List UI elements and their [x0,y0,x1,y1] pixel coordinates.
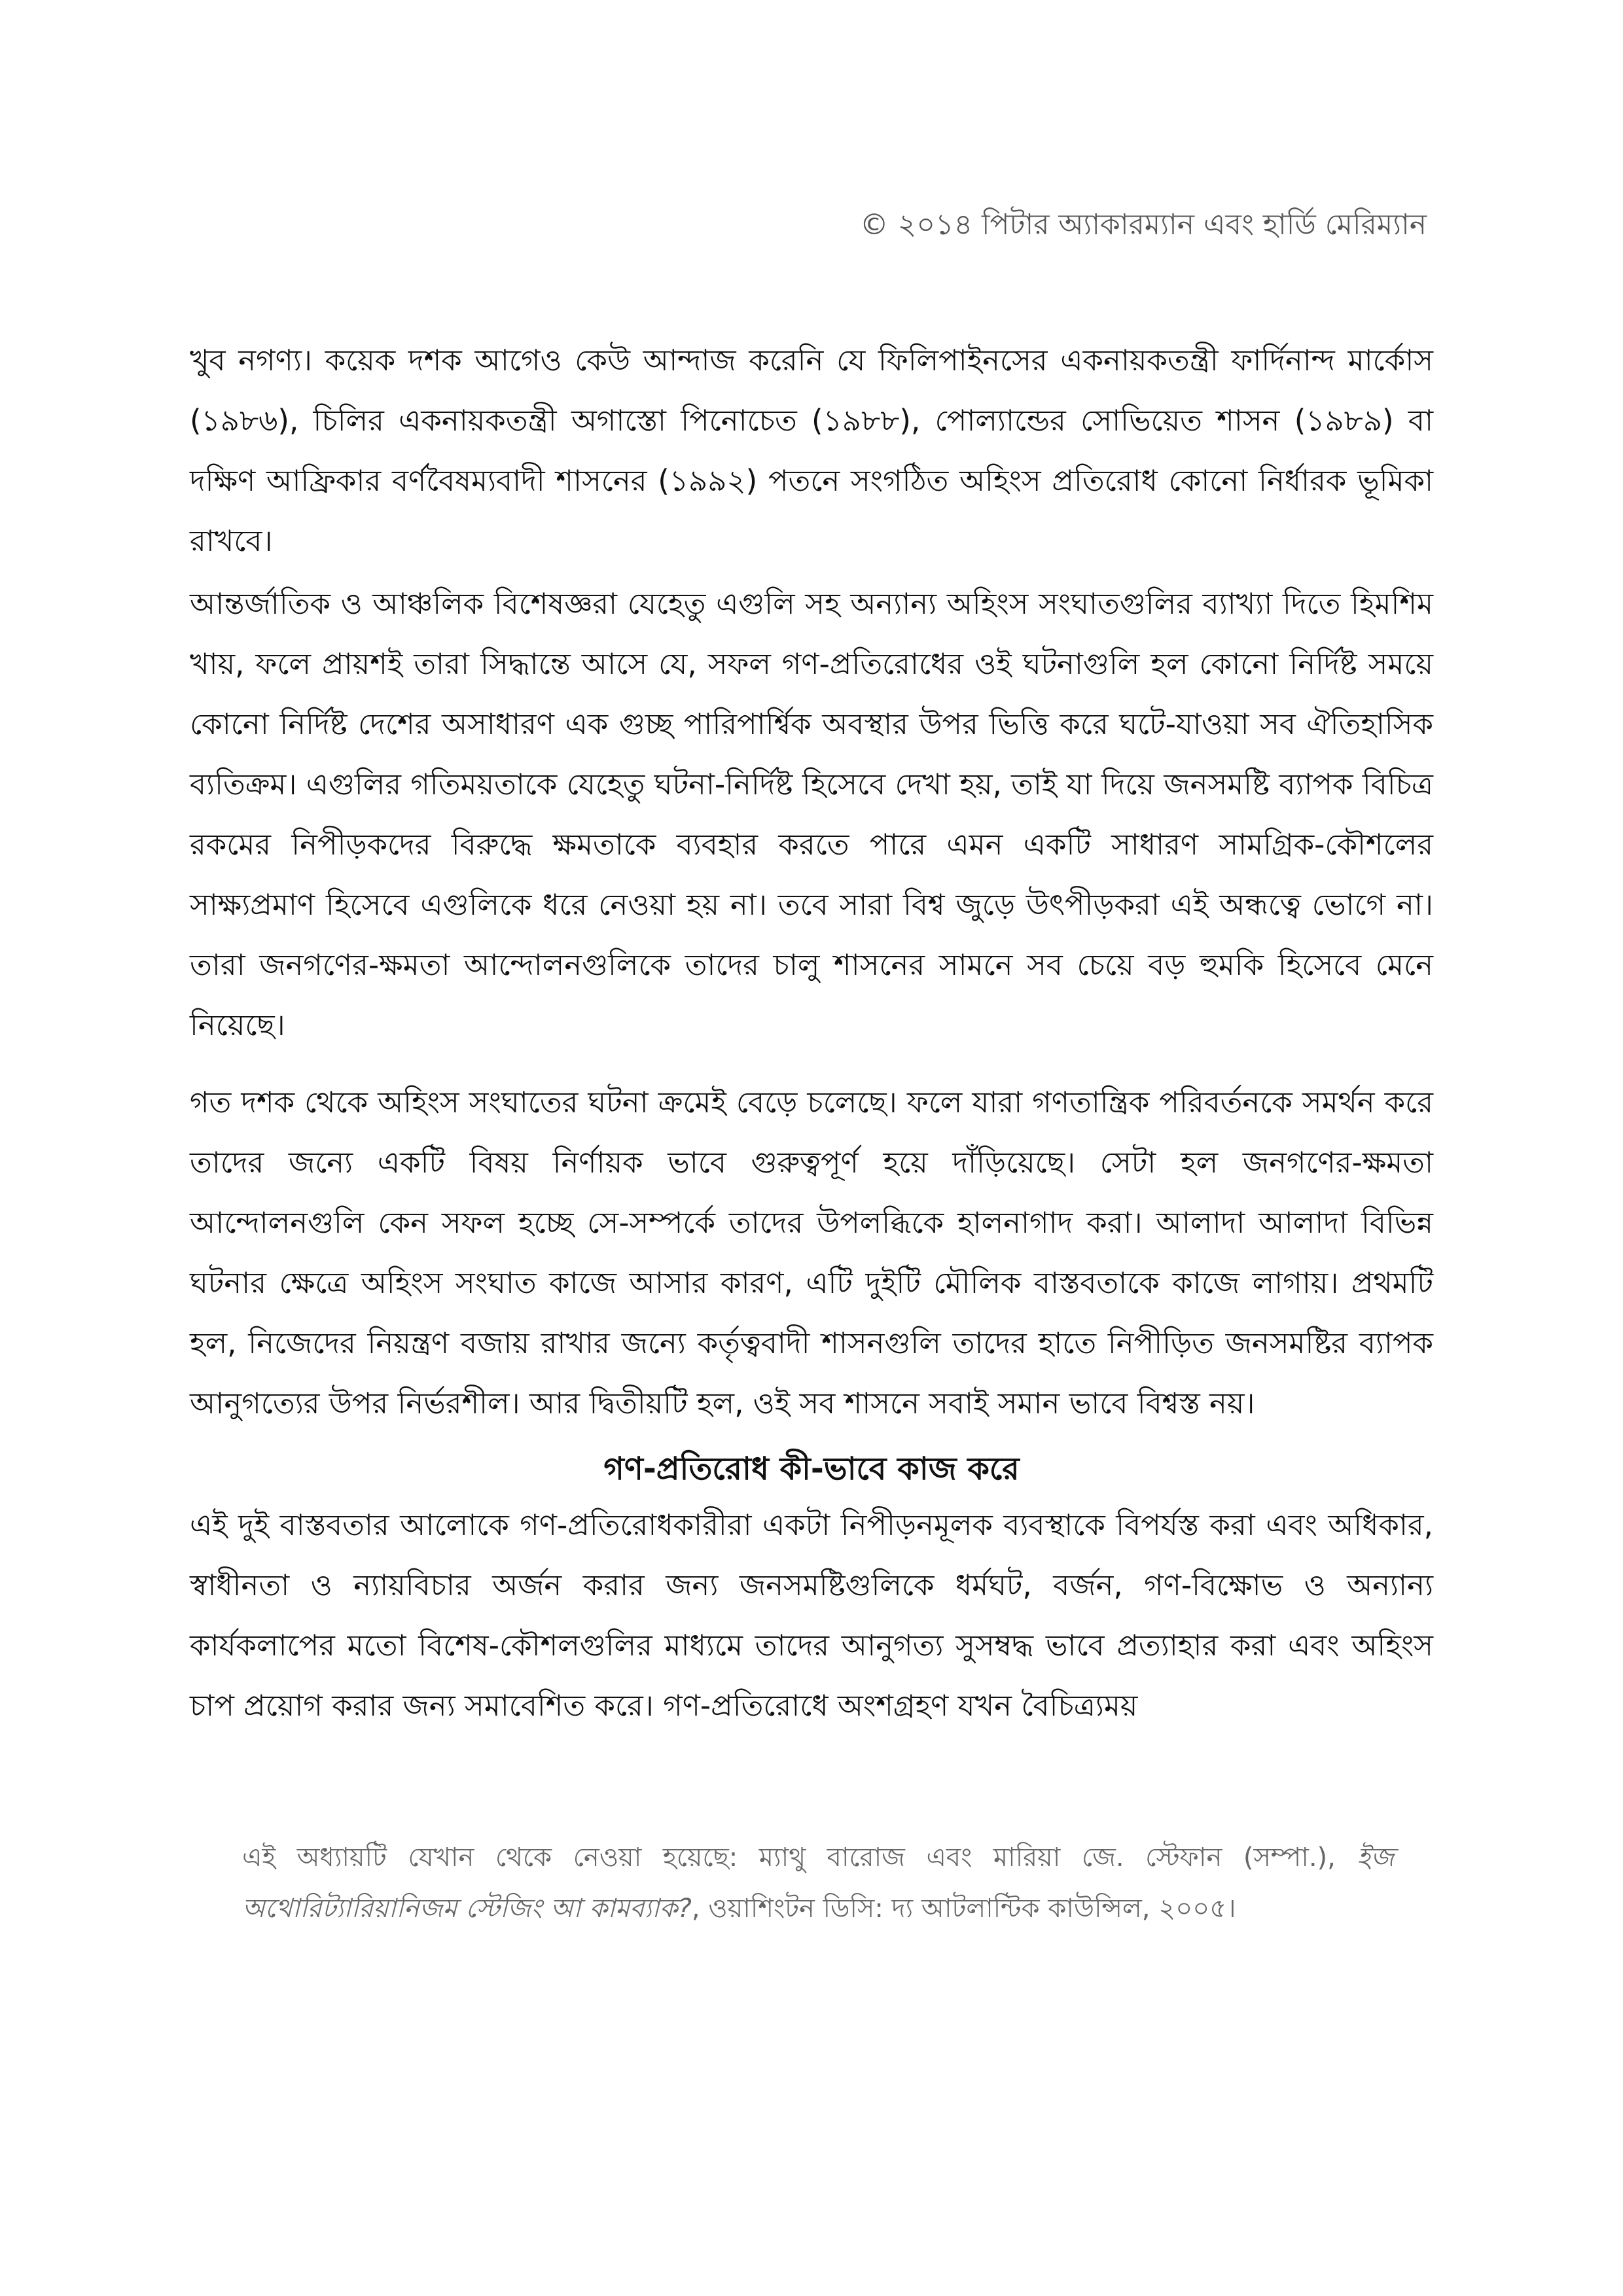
paragraph-1: খুব নগণ্য। কয়েক দশক আগেও কেউ আন্দাজ করেনি যে ফিলিপাইনসের একনায়কতন্ত্রী ফার্দিনান্দ মার্কোস (১৯৮৬), চিলির একনায়কতন্ত্রী অগাস্তো পিনোচেত (১৯৮৮), পোল্যান্ডের সোভিয়েত শাসন (১৯৮৯) বা দক্ষিণ আফ্রিকার বর্ণবৈষম্যবাদী শাসনের (১৯৯২) পতনে সংগঠিত অহিংস প্রতিরোধ কোনো নির্ধারক ভূমিকা রাখবে। [190,343,1433,558]
source-footnote [242,1832,1394,1934]
paragraph-3: গত দশক থেকে অহিংস সংঘাতের ঘটনা ক্রমেই বেড়ে চলেছে। ফলে যারা গণতান্ত্রিক পরিবর্তনকে সমর্থন করে তাদের জন্যে একটি বিষয় নির্ণায়ক ভাবে গুরুত্বপূর্ণ হয়ে দাঁড়িয়েছে। সেটা হল জনগণের-ক্ষমতা আন্দোলনগুলি কেন সফল হচ্ছে সে-সম্পর্কে তাদের উপলব্ধিকে হালনাগাদ করা। আলাদা আলাদা বিভিন্ন ঘটনার ক্ষেত্রে অহিংস সংঘাত কাজে আসার কারণ, এটি দুইটি মৌলিক বাস্তবতাকে কাজে লাগায়। প্রথমটি হল, নিজেদের নিয়ন্ত্রণ বজায় রাখার জন্যে কর্তৃত্ববাদী শাসনগুলি তাদের হাতে নিপীড়িত জনসমষ্টির ব্যাপক আনুগত্যের উপর নির্ভরশীল। আর দ্বিতীয়টি হল, ওই সব শাসনে সবাই সমান ভাবে বিশ্বস্ত নয়। [190,1085,1433,1421]
footnote-prefix: এই অধ্যায়টি যেখান থেকে নেওয়া হয়েছে: ম্যাথু বারোজ এবং মারিয়া জে. স্টেফান (সম্পা.), [242,1843,1357,1873]
section-heading: গণ-প্রতিরোধ কী-ভাবে কাজ করে [603,1451,1020,1487]
main-text [190,330,1433,1736]
section-paragraph: এই দুই বাস্তবতার আলোকে গণ-প্রতিরোধকারীরা একটা নিপীড়নমূলক ব্যবস্থাকে বিপর্যস্ত করা এবং অধিকার, স্বাধীনতা ও ন্যায়বিচার অর্জন করার জন্য জনসমষ্টিগুলিকে ধর্মঘট, বর্জন, গণ-বিক্ষোভ ও অন্যান্য কার্যকলাপের মতো বিশেষ-কৌশলগুলির মাধ্যমে তাদের আনুগত্য সুসম্বদ্ধ ভাবে প্রত্যাহার করা এবং অহিংস চাপ প্রয়োগ করার জন্য সমাবেশিত করে। গণ-প্রতিরোধে অংশগ্রহণ যখন বৈচিত্র্যময় [190,1508,1433,1723]
footnote-book-title: ইজ অথোরিট্যারিয়ানিজম স্টেজিং আ কামব্যাক? [242,1843,1394,1924]
copyright-notice: © ২০১৪ পিটার অ্যাকারম্যান এবং হার্ডি মেরিম্যান [859,208,1427,241]
footnote-suffix: , ওয়াশিংটন ডিসি: দ্য আটলান্টিক কাউন্সিল, ২০০৫। [691,1894,1236,1924]
paragraph-2: আন্তর্জাতিক ও আঞ্চলিক বিশেষজ্ঞরা যেহেতু এগুলি সহ অন্যান্য অহিংস সংঘাতগুলির ব্যাখ্যা দিতে হিমশিম খায়, ফলে প্রায়শই তারা সিদ্ধান্তে আসে যে, সফল গণ-প্রতিরোধের ওই ঘটনাগুলি হল কোনো নির্দিষ্ট সময়ে কোনো নির্দিষ্ট দেশের অসাধারণ এক গুচ্ছ পারিপার্শ্বিক অবস্থার উপর ভিত্তি করে ঘটে-যাওয়া সব ঐতিহাসিক ব্যতিক্রম। এগুলির গতিময়তাকে যেহেতু ঘটনা-নির্দিষ্ট হিসেবে দেখা হয়, তাই যা দিয়ে জনসমষ্টি ব্যাপক বিচিত্র রকমের নিপীড়কদের বিরুদ্ধে ক্ষমতাকে ব্যবহার করতে পারে এমন একটি সাধারণ সামগ্রিক-কৌশলের সাক্ষ্যপ্রমাণ হিসেবে এগুলিকে ধরে নেওয়া হয় না। তবে সারা বিশ্ব জুড়ে উৎপীড়করা এই অন্ধত্বে ভোগে না। তারা জনগণের-ক্ষমতা আন্দোলনগুলিকে তাদের চালু শাসনের সামনে সব চেয়ে বড় হুমকি হিসেবে মেনে নিয়েছে। [190,586,1433,1042]
